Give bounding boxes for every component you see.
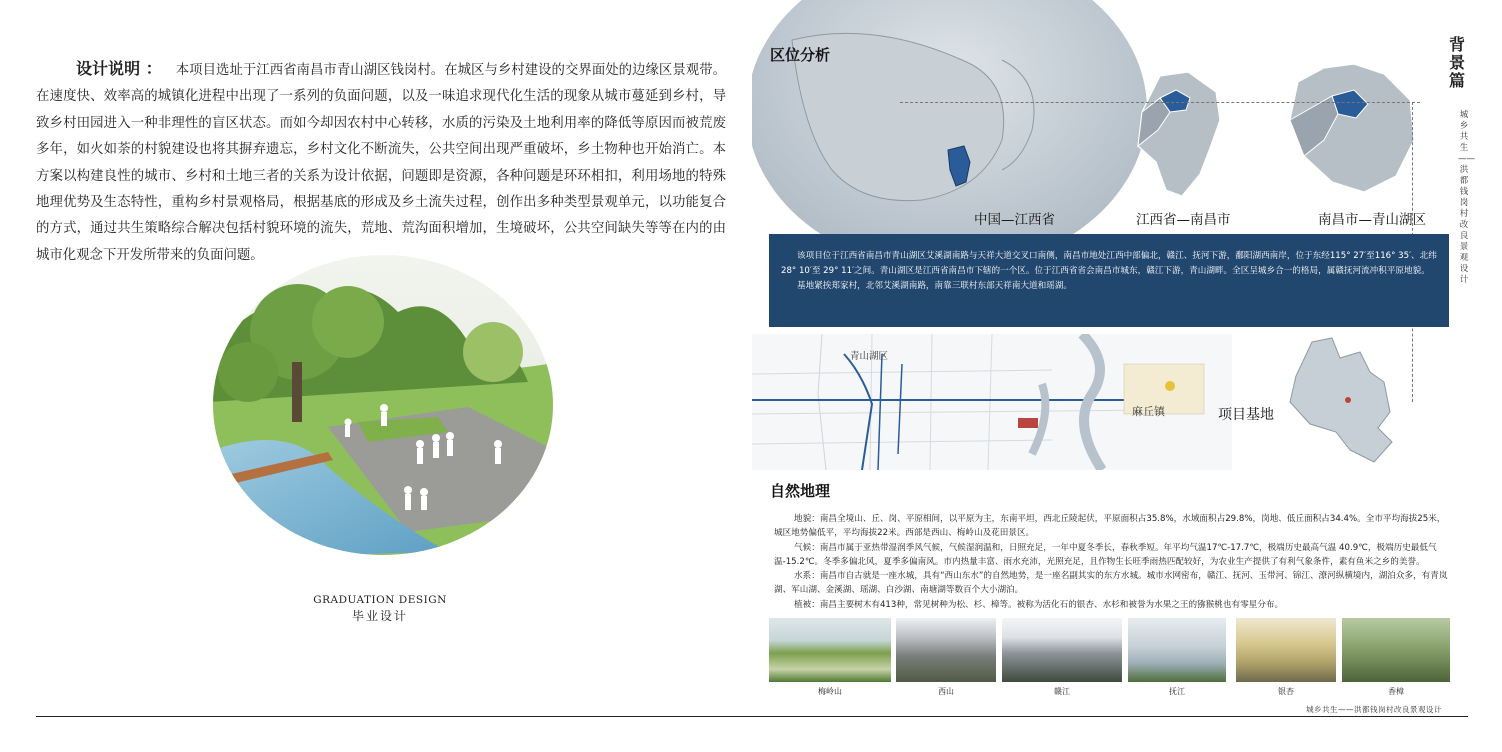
side-title: 背景篇 bbox=[1448, 35, 1465, 90]
location-description-2: 基地紧挨郑家村，北邻艾溪湖南路，南靠三联村东部天祥南大道和瑶湖。 bbox=[797, 281, 1073, 291]
photo-camphor bbox=[1342, 618, 1450, 682]
photo-caption-ganjiang: 赣江 bbox=[1054, 687, 1070, 696]
design-description bbox=[36, 56, 726, 269]
jiangxi-province-map bbox=[1130, 70, 1226, 204]
natural-geography-title: 自然地理 bbox=[770, 482, 831, 500]
landscape-render bbox=[208, 252, 558, 558]
photo-ganjiang bbox=[1002, 618, 1122, 682]
map-label-maqiu: 麻丘镇 bbox=[1132, 405, 1165, 418]
map-label-jiangxi: 江西省—南昌市 bbox=[1136, 212, 1231, 228]
nature-vegetation: 植被：南昌主要树木有413种，常见树种为松、杉、樟等。被称为活化石的银杏、水杉和被誉为水果之王的猕猴桃也有零星分布。 bbox=[794, 599, 1284, 610]
globe-map bbox=[752, 0, 1152, 270]
photo-caption-fujiang: 抚江 bbox=[1169, 687, 1185, 696]
photo-meiling bbox=[769, 618, 891, 682]
side-subtitle: 城乡共生——洪都钱岗村改良景观设计 bbox=[1458, 110, 1475, 285]
design-description-text: 本项目选址于江西省南昌市青山湖区钱岗村。在城区与乡村建设的交界面处的边缘区景观带。在速度快、效率高的城镇化进程中出现了一系列的负面问题，以及一味追求现代化生活的现象从城市蔓延到乡村，导致乡村田园进入一种非理性的盲区状态。而如今却因农村中心转移，水质的污染及土地利用率的降低等原因而被荒废多年，如火如荼的村貌建设也将其摒弃遗忘，乡村文化不断流失，公共空间出现严重破坏，乡土物种也开始消亡。本方案以构建良性的城市、乡村和土地三者的关系为设计依据，问题即是资源，各种问题是环环相扣，利用场地的特殊地理优势及生态特性，重构乡村景观格局，根据基底的形成及乡土流失过程，创作出多种类型景观单元，以功能复合的方式，通过共生策略综合解决包括村貌环境的流失，荒地、荒沟面积增加，生境破坏，公共空间缺失等等在内的由城市化观念下开发所带来的负面问题。 bbox=[36, 63, 727, 263]
nature-water: 水系：南昌市自古就是一座水城，具有“西山东水”的自然地势，是一座名副其实的东方水城。城市水网密布，赣江、抚河、玉带河、锦江、潦河纵横境内，湖泊众多，有青岚湖、军山湖、金溪湖、瑶湖、白沙湖、南塘湖等数百个大小湖泊。 bbox=[774, 571, 1448, 596]
photo-caption-camphor: 香樟 bbox=[1388, 687, 1404, 696]
graduation-caption-en: GRADUATION DESIGN bbox=[313, 594, 447, 606]
connector-line bbox=[900, 102, 1420, 104]
map-label-nanchang: 南昌市—青山湖区 bbox=[1318, 212, 1426, 228]
footer-divider bbox=[36, 716, 1468, 717]
nature-climate: 气候：南昌市属于亚热带湿润季风气候，气候湿润温和，日照充足，一年中夏冬季长，春秋季短。年平均气温17℃-17.7℃，极端历史最高气温 40.9℃，极端历史最低气温-15.2℃。冬季多偏北风，夏季多偏南风。市内热量丰富、雨水充沛，光照充足，且作物生长旺季雨热匹配较好，为农业生产提供了有利气象条件，素有鱼米之乡的美誉。 bbox=[774, 542, 1437, 567]
map-label-china: 中国—江西省 bbox=[974, 212, 1055, 228]
district-shape-map bbox=[1280, 332, 1420, 472]
location-description bbox=[769, 234, 1449, 327]
natural-geography-text bbox=[774, 512, 1450, 612]
photo-caption-ginkgo: 银杏 bbox=[1278, 687, 1294, 696]
project-site-label: 项目基地 bbox=[1218, 407, 1274, 423]
photo-fujiang bbox=[1128, 618, 1226, 682]
photo-xishan bbox=[896, 618, 996, 682]
graduation-caption bbox=[300, 594, 460, 624]
map-label-qingshanhu: 青山湖区 bbox=[850, 351, 889, 362]
nature-landform: 地貌：南昌全境山、丘、岗、平原相间，以平原为主，东南平坦，西北丘陵起伏，平原面积占35.8%，水域面积占29.8%，岗地、低丘面积占34.4%。全市平均海拔25米，城区地势偏低平，平均海拔22米。西部是西山、梅岭山及花田景区。 bbox=[774, 514, 1446, 539]
photo-ginkgo bbox=[1236, 618, 1336, 682]
footer-text: 城乡共生——洪都钱岗村改良景观设计 bbox=[1306, 705, 1442, 714]
location-description-1: 该项目位于江西省南昌市青山湖区艾溪湖南路与天祥大道交叉口南侧，南昌市地处江西中部偏北，赣江、抚河下游，鄱阳湖西南岸，位于东经115° 27′至116° 35′、北纬28° 10′至 29° 11′之间。青山湖区是江西省南昌市下辖的一个区。位于江西省省会南昌市城东，赣江下游，青山湖畔。全区呈城乡合一的格局，属赣抚河流冲积平原地貌。 bbox=[781, 251, 1437, 276]
graduation-caption-zh: 毕业设计 bbox=[351, 609, 408, 623]
photo-caption-meiling: 梅岭山 bbox=[818, 687, 842, 696]
photo-caption-xishan: 西山 bbox=[938, 687, 954, 696]
city-map bbox=[752, 334, 1232, 470]
location-analysis-title: 区位分析 bbox=[770, 46, 831, 64]
nanchang-city-map bbox=[1284, 60, 1424, 204]
design-description-label: 设计说明 ： bbox=[76, 59, 162, 78]
